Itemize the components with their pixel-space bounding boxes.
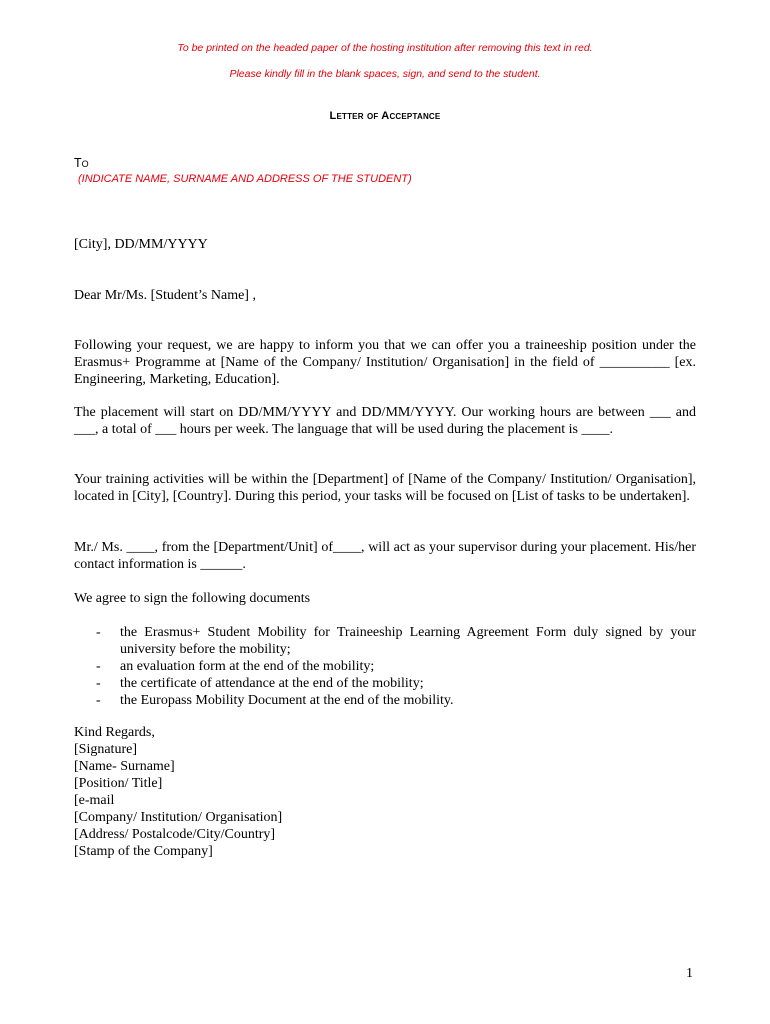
list-item-text: an evaluation form at the end of the mobility;	[120, 659, 375, 674]
documents-list	[96, 624, 696, 709]
closing: Kind Regards,	[74, 725, 155, 740]
bullet-marker: -	[96, 625, 101, 640]
name-placeholder: [Name- Surname]	[74, 759, 175, 774]
paragraph-offer: Following your request, we are happy to inform you that we can offer you a traineeship position under the Erasmus+ Programme at [Name of the Company/ Institution/ Organisation] in the field of __________ [ex. Engineering, Marketing, Education].	[74, 338, 696, 387]
signature-section	[74, 724, 696, 860]
red-instruction-note-2: Please kindly fill in the blank spaces, sign, and send to the student.	[229, 68, 541, 80]
address-placeholder: [Address/ Postalcode/City/Country]	[74, 827, 276, 842]
paragraph-activities: Your training activities will be within the [Department] of [Name of the Company/ Institution/ Organisation], located in [City], [Country]. During this period, your tasks will be focused on [List of tasks to be undertaken].	[74, 472, 696, 504]
list-item-text: the certificate of attendance at the end of the mobility;	[120, 676, 424, 691]
list-item	[96, 675, 696, 692]
bullet-marker: -	[96, 676, 101, 691]
signature-placeholder: [Signature]	[74, 742, 137, 757]
bullet-marker: -	[96, 659, 101, 674]
page-number: 1	[686, 966, 693, 981]
bullet-marker: -	[96, 693, 101, 708]
letter-title: Letter of Acceptance	[329, 110, 441, 122]
paragraph-supervisor: Mr./ Ms. ____, from the [Department/Unit] of____, will act as your supervisor during your placement. His/her contact information is ______.	[74, 540, 696, 572]
stamp-placeholder: [Stamp of the Company]	[74, 844, 213, 859]
documents-intro: We agree to sign the following documents	[74, 591, 311, 606]
list-item	[96, 624, 696, 658]
salutation: Dear Mr/Ms. [Student’s Name] ,	[74, 288, 256, 303]
list-item-text: the Europass Mobility Document at the end of the mobility.	[120, 693, 454, 708]
date-line: [City], DD/MM/YYYY	[74, 237, 208, 252]
recipient-label: To	[74, 156, 89, 170]
red-instruction-note-1: To be printed on the headed paper of the hosting institution after removing this text in red.	[177, 42, 593, 54]
list-item	[96, 692, 696, 709]
list-item	[96, 658, 696, 675]
company-placeholder: [Company/ Institution/ Organisation]	[74, 810, 283, 825]
paragraph-schedule: The placement will start on DD/MM/YYYY and DD/MM/YYYY. Our working hours are between ___ and ___, a total of ___ hours per week. The language that will be used during the placement is ____.	[74, 405, 696, 437]
email-placeholder: [e-mail	[74, 793, 115, 808]
list-item-text: the Erasmus+ Student Mobility for Traineeship Learning Agreement Form duly signed by your university before the mobility;	[120, 625, 696, 657]
recipient-instruction: (INDICATE NAME, SURNAME AND ADDRESS OF THE STUDENT)	[78, 173, 412, 185]
position-placeholder: [Position/ Title]	[74, 776, 163, 791]
